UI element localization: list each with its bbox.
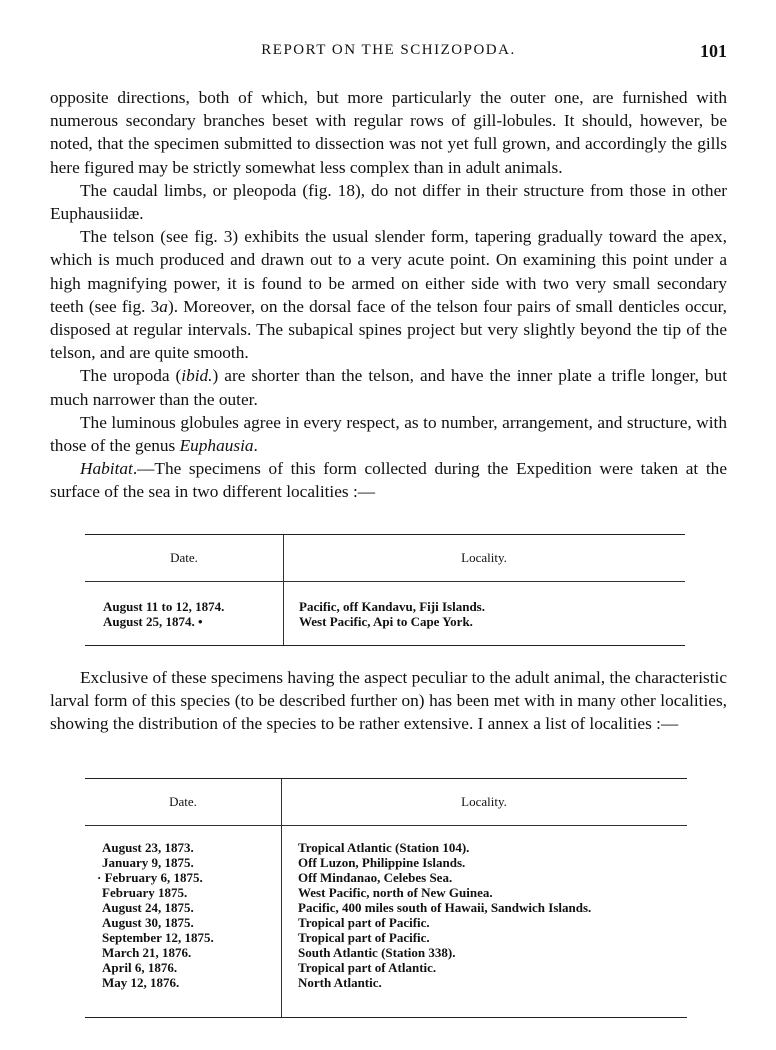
paragraph-habitat [50, 457, 727, 503]
locality-cell: Tropical part of Pacific. [298, 915, 430, 930]
locality-column [299, 599, 485, 629]
date-cell: August 11 to 12, 1874. [103, 599, 225, 614]
date-cell: April 6, 1876. [102, 960, 178, 975]
body-text-upper [50, 86, 727, 504]
date-cell: August 25, 1874. • [103, 614, 203, 629]
date-column [97, 840, 214, 990]
paragraph-telson [50, 225, 727, 364]
locality-cell: North Atlantic. [298, 975, 382, 990]
date-cell: February 1875. [102, 885, 188, 900]
locality-column [298, 840, 591, 990]
locality-cell: Pacific, 400 miles south of Hawaii, Sandwich Islands. [298, 900, 592, 915]
date-cell: May 12, 1876. [102, 975, 180, 990]
date-cell: August 23, 1873. [102, 840, 194, 855]
date-cell: · February 6, 1875. [97, 870, 203, 885]
date-header: Date. [170, 550, 198, 565]
habitat-text: .—The specimens of this form collected during the Expedition were taken at the surface of the sea in two different localities :— [50, 459, 727, 502]
page-number: 101 [700, 41, 727, 61]
locality-cell: Tropical part of Atlantic. [298, 960, 437, 975]
luminous-text-b: . [253, 436, 258, 456]
header-rule [85, 581, 685, 582]
luminous-text-a: The luminous globules agree in every respect, as to number, arrangement, and structure, with those of the genus [50, 412, 727, 456]
paragraph-larval: Exclusive of these specimens having the aspect peculiar to the adult animal, the characteristic larval form of this species (to be described further on) has been met with in many other localities, showing the distribution of the species to be rather extensive. I annex a list of localities :— [50, 668, 727, 734]
locality-cell: Tropical part of Pacific. [298, 930, 430, 945]
localities-table [85, 778, 687, 1018]
locality-cell: South Atlantic (Station 338). [298, 945, 456, 960]
paragraph-gills: opposite directions, both of which, but more particularly the outer one, are furnished with numerous secondary branches beset with regular rows of gill-lobules. It should, however, be noted, that the specimen submitted to dissection was not yet full grown, and accordingly the gills here figured may be strictly somewhat less complex than in adult animals. [50, 88, 727, 177]
locality-cell: West Pacific, north of New Guinea. [298, 885, 493, 900]
locality-cell: Off Mindanao, Celebes Sea. [298, 870, 453, 885]
date-cell: March 21, 1876. [102, 945, 192, 960]
paragraph-pleopoda: The caudal limbs, or pleopoda (fig. 18), do not differ in their structure from those in other Euphausiidæ. [50, 180, 727, 224]
uropoda-ibid: ibid. [181, 366, 213, 386]
date-cell: September 12, 1875. [102, 930, 214, 945]
locality-header: Locality. [461, 794, 507, 809]
running-title: REPORT ON THE SCHIZOPODA. [261, 42, 516, 58]
genus-name: Euphausia [179, 436, 254, 456]
date-header: Date. [169, 794, 197, 809]
locality-cell: West Pacific, Api to Cape York. [299, 614, 473, 629]
telson-text-b: ). Moreover, on the dorsal face of the telson four pairs of small denticles occur, disposed at regular intervals. The subapical spines project but very slightly beyond the tip of the telson, and are quite smooth. [50, 296, 727, 363]
locality-cell: Off Luzon, Philippine Islands. [298, 855, 466, 870]
column-divider [281, 779, 282, 1017]
uropoda-text-b: ) are shorter than the telson, and have the inner plate a trifle longer, but much narrower than the outer. [50, 366, 727, 409]
telson-text-a: The telson (see fig. 3) exhibits the usual slender form, tapering gradually toward the apex, which is much produced and drawn out to a very acute point. On examining this point under a high magnifying power, it is found to be armed on either side with two very small secondary teeth (see fig. 3 [50, 227, 727, 316]
paragraph-luminous [50, 411, 727, 457]
locality-header: Locality. [461, 550, 507, 565]
date-cell: August 24, 1875. [102, 900, 194, 915]
locality-cell: Pacific, off Kandavu, Fiji Islands. [299, 599, 485, 614]
habitat-label: Habitat [80, 459, 133, 479]
date-cell: August 30, 1875. [102, 915, 194, 930]
locality-cell: Tropical Atlantic (Station 104). [298, 840, 470, 855]
date-column [103, 599, 224, 629]
body-text-lower [50, 666, 727, 736]
habitat-table [85, 534, 685, 646]
date-cell: January 9, 1875. [102, 855, 194, 870]
uropoda-text-a: The uropoda ( [80, 366, 182, 386]
telson-fig-letter: a [159, 296, 168, 316]
header-rule [85, 825, 687, 826]
paragraph-uropoda [50, 364, 727, 410]
page-header [50, 42, 727, 64]
